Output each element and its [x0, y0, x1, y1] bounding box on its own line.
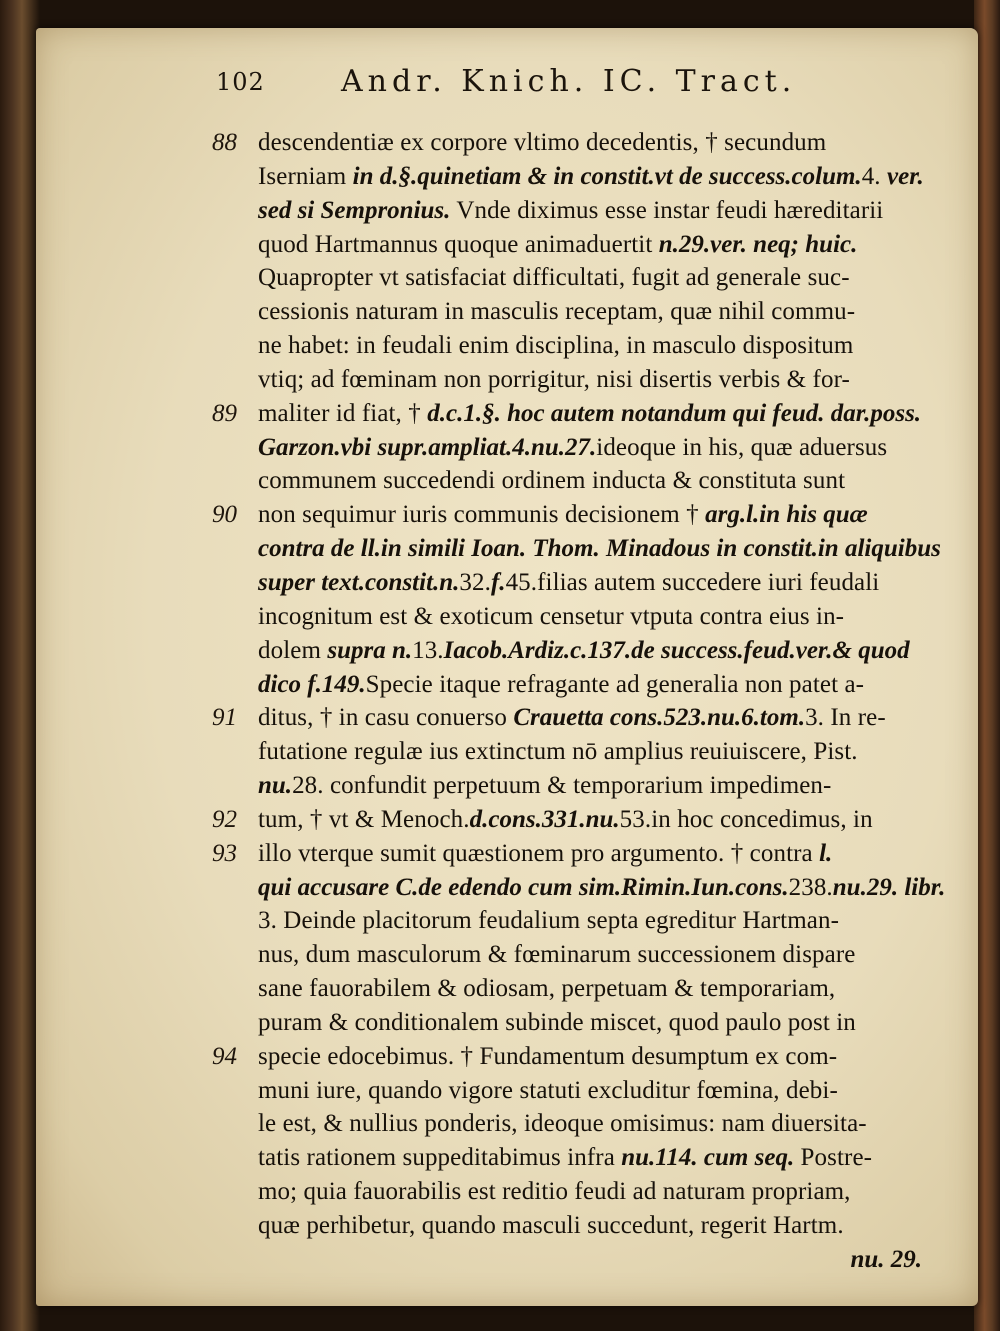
text-segment: ne habet: in feudali enim disciplina, in masculo dispositum [258, 332, 854, 360]
page-header [216, 64, 836, 104]
citation-italic: f. [490, 568, 506, 596]
citation-italic: ver. [887, 162, 924, 190]
text-line [212, 701, 952, 735]
text-segment: dolem [258, 636, 328, 664]
text-line [212, 837, 952, 871]
citation-italic: supra n. [327, 636, 413, 664]
text-line [212, 464, 952, 498]
citation-italic: Crauetta cons.523.nu.6.tom. [513, 704, 806, 732]
citation-italic: l. [819, 839, 833, 867]
citation-italic: n.29.ver. neq; huic. [658, 230, 858, 258]
margin-number: 92 [212, 805, 237, 833]
text-segment: quæ perhibetur, quando masculi succedunt, regerit Hartm. [258, 1212, 844, 1239]
line-text [258, 431, 940, 465]
text-segment: Postre- [794, 1144, 873, 1172]
citation-italic: nu.114. cum seq. [621, 1144, 795, 1172]
catchword-line [212, 1243, 952, 1277]
citation-italic: Iacob.Ardiz.c.137.de success.feud.ver.& quod [443, 636, 910, 664]
text-segment: mo; quia fauorabilis est reditio feudi ad naturam propriam, [258, 1178, 851, 1206]
text-line [212, 1209, 952, 1243]
citation-italic: d.c.1.§. hoc autem notandum qui feud. dar.poss. [427, 399, 922, 427]
catchword: nu. 29. [850, 1245, 922, 1273]
line-text [258, 972, 940, 1006]
line-text [258, 803, 940, 837]
citation-italic: dico f.149. [258, 670, 366, 698]
line-text [258, 1209, 940, 1243]
citation-italic: d.cons.331.nu. [469, 805, 620, 833]
text-segment: quod Hartmannus quoque animaduertit [258, 230, 659, 258]
line-text [258, 735, 940, 769]
citation-italic: qui accusare C.de edendo cum sim.Rimin.Iun.cons. [258, 873, 789, 901]
line-text [258, 126, 940, 160]
text-line [212, 803, 952, 837]
text-line [212, 261, 952, 295]
text-line [212, 160, 952, 194]
text-line [212, 1040, 952, 1074]
line-text [258, 160, 940, 194]
citation-italic: arg.l.in his quæ [705, 501, 868, 529]
text-segment: Quapropter vt satisfaciat difficultati, fugit ad generale suc- [258, 264, 850, 292]
line-text [258, 634, 940, 668]
text-line [212, 735, 952, 769]
text-line [212, 566, 952, 600]
line-text [258, 532, 940, 566]
text-segment: 13. [412, 636, 444, 664]
text-line [212, 329, 952, 363]
text-line [212, 228, 952, 262]
folio-number: 102 [216, 68, 265, 96]
text-segment: 53.in hoc concedimus, in [619, 805, 873, 833]
text-line [212, 972, 952, 1006]
line-text [258, 566, 940, 600]
line-text [258, 1141, 940, 1175]
text-line [212, 600, 952, 634]
citation-italic: Garzon.vbi supr.ampliat.4.nu.27. [258, 433, 597, 461]
line-text [258, 1074, 940, 1108]
text-segment: 28. confundit perpetuum & temporarium impedimen- [292, 772, 832, 800]
text-segment: muni iure, quando vigore statuti excluditur fœmina, debi- [258, 1076, 838, 1104]
text-segment: descendentiæ ex corpore vltimo decedentis, † secundum [258, 129, 827, 156]
line-text [258, 1107, 940, 1141]
text-line [212, 938, 952, 972]
text-line [212, 397, 952, 431]
text-segment: vtiq; ad fœminam non porrigitur, nisi disertis verbis & for- [258, 365, 850, 393]
citation-italic: nu. [258, 772, 293, 800]
line-text [258, 228, 940, 262]
line-text [258, 329, 940, 363]
line-text [258, 1006, 940, 1040]
text-line [212, 1141, 952, 1175]
margin-number: 94 [212, 1042, 237, 1070]
text-line [212, 532, 952, 566]
text-line [212, 769, 952, 803]
line-text [258, 1040, 940, 1074]
text-segment: communem succedendi ordinem inducta & constituta sunt [258, 467, 846, 495]
text-segment: puram & conditionalem subinde miscet, quod paulo post in [258, 1008, 856, 1036]
text-line [212, 1107, 952, 1141]
text-line [212, 668, 952, 702]
text-segment: tatis rationem suppeditabimus infra [258, 1144, 622, 1172]
line-text [258, 837, 940, 871]
text-segment: maliter id fiat, † [258, 399, 428, 427]
line-text [258, 904, 940, 938]
text-line [212, 871, 952, 905]
text-line [212, 194, 952, 228]
citation-italic: in d.§.quinetiam & in constit.vt de success.colum. [352, 162, 862, 190]
text-segment: illo vterque sumit quæstionem pro argumento. † contra [258, 839, 820, 867]
text-line [212, 295, 952, 329]
line-text [258, 769, 940, 803]
citation-italic: sed si Sempronius. [258, 196, 451, 224]
line-text [258, 1175, 940, 1209]
line-text [258, 464, 940, 498]
citation-italic: super text.constit.n. [258, 568, 460, 596]
text-line [212, 634, 952, 668]
line-text [258, 397, 940, 431]
margin-number: 90 [212, 501, 237, 529]
line-text [258, 194, 940, 228]
text-segment: specie edocebimus. † Fundamentum desumptum ex com- [258, 1042, 838, 1070]
text-line [212, 1074, 952, 1108]
line-text [258, 871, 946, 905]
text-segment: le est, & nullius ponderis, ideoque omisimus: nam diuersita- [258, 1110, 867, 1138]
text-line [212, 363, 952, 397]
text-segment: tum, † vt & Menoch. [258, 805, 470, 833]
text-segment: nus, dum masculorum & fœminarum successionem dispare [258, 941, 856, 969]
text-segment: non sequimur iuris communis decisionem † [258, 501, 706, 529]
text-segment: 3. In re- [805, 704, 886, 732]
text-line [212, 126, 952, 160]
margin-number: 89 [212, 399, 237, 427]
running-head: Andr. Knich. IC. Tract. [341, 64, 797, 99]
text-line [212, 904, 952, 938]
line-text [258, 363, 940, 397]
text-segment: Vnde diximus esse instar feudi hæreditarii [450, 196, 884, 224]
line-text [258, 668, 940, 702]
line-text [258, 701, 940, 735]
text-segment: cessionis naturam in masculis receptam, quæ nihil commu- [258, 298, 856, 326]
citation-italic: contra de ll.in simili Ioan. Thom. Minadous in constit.in aliquibus [258, 535, 941, 563]
line-text [258, 295, 940, 329]
text-line [212, 498, 952, 532]
text-segment: ditus, † in casu conuerso [258, 704, 514, 732]
text-segment: 4. [861, 162, 887, 190]
text-segment: Specie itaque refragante ad generalia non patet a- [365, 670, 865, 698]
margin-number: 91 [212, 704, 237, 732]
body-text [212, 126, 952, 1277]
text-segment: 3. Deinde placitorum feudalium septa egreditur Hartman- [258, 907, 839, 935]
margin-number: 93 [212, 839, 237, 867]
line-text [258, 600, 940, 634]
line-text [258, 938, 940, 972]
text-segment: 45.filias autem succedere iuri feudali [505, 568, 880, 596]
text-segment: sane fauorabilem & odiosam, perpetuam & temporariam, [258, 975, 836, 1003]
line-text [258, 261, 940, 295]
text-line [212, 1175, 952, 1209]
line-text [258, 498, 940, 532]
text-segment: incognitum est & exoticum censetur vtputa contra eius in- [258, 602, 845, 630]
text-segment: Iserniam [258, 162, 353, 190]
text-segment: 32. [459, 568, 491, 596]
text-line [212, 431, 952, 465]
text-segment: ideoque in his, quæ aduersus [596, 433, 888, 461]
text-segment: 238. [788, 873, 833, 901]
margin-number: 88 [212, 129, 237, 156]
text-line [212, 1006, 952, 1040]
text-segment: futatione regulæ ius extinctum nō amplius reuiuiscere, Pist. [258, 738, 858, 766]
citation-italic: nu.29. libr. [832, 873, 946, 901]
